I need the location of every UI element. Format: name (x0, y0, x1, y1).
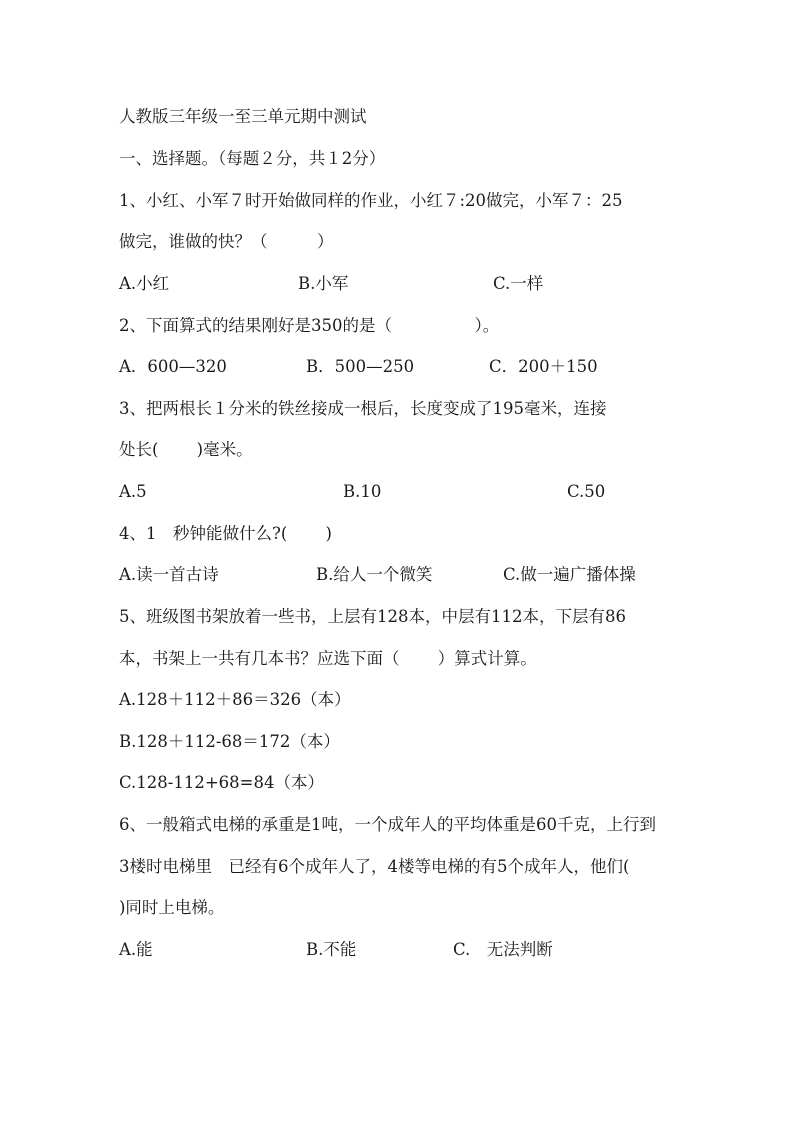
question-5-option-c: C.128-112+68=84（本） (119, 773, 324, 792)
section-heading: 一、选择题。（每题２分，共１2分） (119, 149, 386, 168)
question-6-option-a: A.能 (119, 940, 153, 959)
question-5-line-1: 5、班级图书架放着一些书，上层有128本，中层有112本，下层有86 (119, 607, 626, 626)
question-2-option-a: A．600—320 (119, 357, 227, 376)
question-5-line-2: 本，书架上一共有几本书？应选下面（ ）算式计算。 (119, 649, 537, 668)
question-2-line-1: 2、下面算式的结果刚好是350的是（ ）。 (119, 316, 500, 335)
question-4-option-a: A.读一首古诗 (119, 565, 219, 584)
question-2-option-c: C．200＋150 (489, 357, 598, 376)
question-5-option-b: B.128＋112-68＝172（本） (119, 732, 340, 751)
exam-title: 人教版三年级一至三单元期中测试 (119, 107, 367, 126)
question-2-option-b: B．500—250 (306, 357, 415, 376)
question-3-option-b: B.10 (343, 482, 382, 501)
question-3-option-c: C.50 (567, 482, 606, 501)
question-4-option-b: B.给人一个微笑 (316, 565, 433, 584)
question-3-line-1: 3、把两根长１分米的铁丝接成一根后，长度变成了195毫米，连接 (119, 399, 607, 418)
question-6-option-b: B.不能 (306, 940, 357, 959)
question-6-line-1: 6、一般箱式电梯的承重是1吨，一个成年人的平均体重是60千克，上行到 (119, 815, 656, 834)
question-3-line-2: 处长( )毫米。 (119, 440, 253, 459)
question-1-line-1: 1、小红、小军７时开始做同样的作业，小红７:20做完，小军７：25 (119, 191, 623, 210)
question-6-line-3: )同时上电梯。 (119, 898, 225, 917)
question-1-option-c: C.一样 (493, 274, 544, 293)
question-4-line-1: 4、1 秒钟能做什么?( ) (119, 524, 332, 543)
question-3-option-a: A.5 (119, 482, 147, 501)
question-6-line-2: 3楼时电梯里 已经有6个成年人了，4楼等电梯的有5个成年人，他们( (119, 857, 630, 876)
question-4-option-c: C.做一遍广播体操 (503, 565, 636, 584)
question-6-option-c: C. 无法判断 (453, 940, 553, 959)
question-1-option-b: B.小军 (298, 274, 349, 293)
question-1-option-a: A.小红 (119, 274, 170, 293)
question-1-line-2: 做完，谁做的快？（ ） (119, 232, 334, 251)
question-5-option-a: A.128＋112＋86＝326（本） (119, 690, 351, 709)
